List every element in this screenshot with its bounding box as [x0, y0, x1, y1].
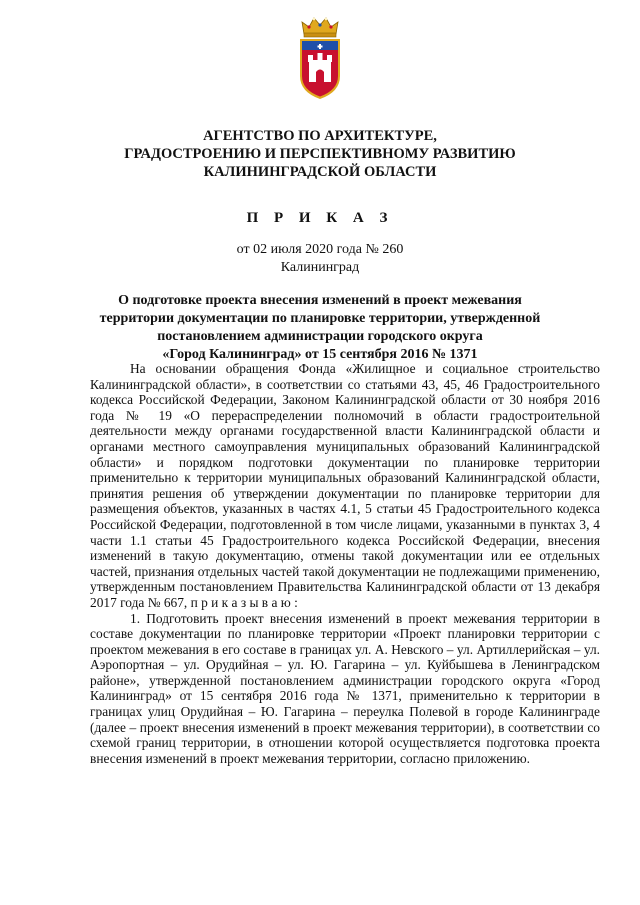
- agency-line-3: КАЛИНИНГРАДСКОЙ ОБЛАСТИ: [203, 164, 437, 180]
- order-meta: [60, 241, 580, 277]
- body-preamble: На основании обращения Фонда «Жилищное и социальное строительство Калининградской области», в соответствии со статьями 43, 45, 46 Градостроительного кодекса Российской Федерации, Законом Калининградской области от 30 ноября 2016 года № 19 «О перераспределении полномочий в области градостроительной деятельности между органами государственной власти Калининградской области и органами местного самоуправления муниципальных образований Калининградской области» и порядком подготовки документации по планировке территории применительно к территории муниципальных образований Калининградской области, принятия решения об утверждении документации по планировке территории для размещения объектов, указанных в частях 4.1, 5 статьи 45 Градостроительного кодекса Российской Федерации, подготовленной в том числе лицами, указанными в пунктах 3, 4 части 1.1 статьи 45 Градостроительного кодекса Российской Федерации, внесения изменений в такую документацию, отмены такой документации или ее отдельных частей, признания отдельных частей такой документации не подлежащими применению, утвержденным постановлением Правительства Калининградской области от 13 декабря 2017 года № 667, п р и к а з ы в а ю :: [90, 361, 600, 610]
- subject-line-1: О подготовке проекта внесения изменений в проект межевания: [118, 293, 522, 308]
- subject-line-4: «Город Калининград» от 15 сентября 2016 № 1371: [162, 347, 478, 362]
- coat-of-arms-icon: [296, 14, 344, 100]
- order-subject: [60, 292, 580, 364]
- subject-line-2: территории документации по планировке территории, утвержденной: [99, 311, 541, 326]
- agency-line-2: ГРАДОСТРОЕНИЮ И ПЕРСПЕКТИВНОМУ РАЗВИТИЮ: [124, 146, 516, 162]
- body-item-1: 1. Подготовить проект внесения изменений в проект межевания территории в составе документации по планировке территории «Проект планировки территории с проектом межевания в его составе в границах ул. А. Невского – ул. Артиллерийская – ул. Аэропортная – ул. Орудийная – ул. Ю. Гагарина – ул. Куйбышева в Ленинградском районе», утвержденной постановлением администрации городского округа «Город Калининград» от 15 сентября 2016 года № 1371, применительно к территории в границах улиц Орудийная – Ю. Гагарина – переулка Полевой в городе Калининграде (далее – проект внесения изменений в проект межевания территории), в соответствии со схемой границ территории, в отношении которой осуществляется подготовка проекта внесения изменений в проект межевания территории, согласно приложению.: [90, 610, 600, 766]
- document-title: П Р И К А З: [246, 210, 394, 226]
- document-body: [90, 361, 600, 766]
- agency-name: [60, 127, 580, 181]
- order-city: Калининград: [280, 260, 360, 275]
- order-date: от 02 июля 2020 года № 260: [236, 242, 404, 257]
- agency-line-1: АГЕНТСТВО ПО АРХИТЕКТУРЕ,: [203, 128, 437, 144]
- subject-line-3: постановлением администрации городского округа: [157, 329, 483, 344]
